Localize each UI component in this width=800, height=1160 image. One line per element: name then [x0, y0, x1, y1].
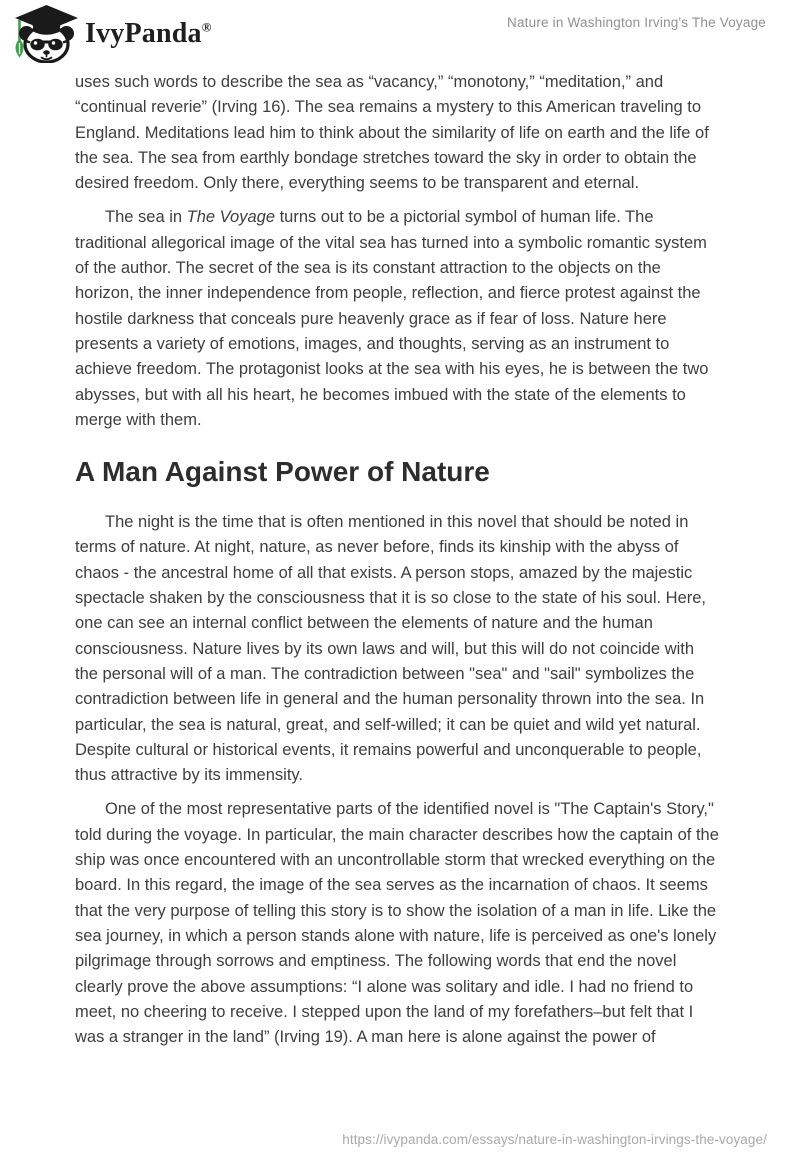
- paragraph-continuation: uses such words to describe the sea as “vacancy,” “monotony,” “meditation,” and “continual reverie” (Irving 16). The sea remains a mystery to this American traveling to England. Meditations lead him to think about the similarity of life on earth and the life of the sea. The sea from earthly bondage stretches toward the sky in order to obtain the desired freedom. Only there, everything seems to be transparent and eternal.: [75, 73, 709, 193]
- document-title: Nature in Washington Irving's The Voyage: [507, 15, 766, 30]
- paragraph-text: turns out to be a pictorial symbol of human life. The traditional allegorical image of the vital sea has turned into a symbolic romantic system of the author. The secret of the sea is its constant attraction to the objects on the horizon, the inner independence from people, reflection, and fierce protest against the hostile darkness that conceals pure heavenly grace as if fear of loss. Nature here presents a variety of emotions, images, and thoughts, serving as an instrument to achieve freedom. The protagonist looks at the sea with his eyes, he is between the two abysses, but with all his heart, he becomes imbued with the state of the elements to merge with them.: [75, 208, 709, 429]
- registered-trademark-symbol: ®: [201, 19, 212, 35]
- source-url: https://ivypanda.com/essays/nature-in-washington-irvings-the-voyage/: [342, 1132, 767, 1147]
- logo-text: IvyPanda: [85, 18, 202, 49]
- section-heading: A Man Against Power of Nature: [75, 456, 490, 488]
- ivypanda-logo: [13, 5, 212, 63]
- panda-graduate-icon: [13, 5, 79, 63]
- logo-wordmark: [85, 20, 212, 48]
- paragraph-night-nature: The night is the time that is often mentioned in this novel that should be noted in terms of nature. At night, nature, as never before, finds its kinship with the abyss of chaos - the ancestral home of all that exists. A person stops, amazed by the majestic spectacle shaken by the consciousness that it is so close to the state of his soul. Here, one can see an internal conflict between the elements of nature and the human consciousness. Nature lives by its own laws and will, but this will do not coincide with the personal will of a man. The contradiction between "sea" and "sail" symbolizes the contradiction between life in general and the human personality thrown into the sea. In particular, the sea is natural, great, and self-willed; it can be quiet and wild yet natural. Despite cultural or historical events, it remains powerful and unconquerable to people, thus attractive by its immensity.: [75, 513, 707, 785]
- book-title-italic: The Voyage: [186, 208, 276, 227]
- paragraph-sea-symbol: [75, 205, 721, 433]
- essay-content: [75, 0, 721, 1050]
- paragraph-captains-story: One of the most representative parts of the identified novel is "The Captain's Story," told during the voyage. In particular, the main character describes how the captain of the ship was once encountered with an uncontrollable storm that wrecked everything on the board. In this regard, the image of the sea serves as the incarnation of chaos. It seems that the very purpose of telling this story is to show the isolation of a man in life. Like the sea journey, in which a person stands alone with nature, life is perceived as one's lonely pilgrimage through sorrows and emptiness. The following words that end the novel clearly prove the above assumptions: “I alone was solitary and idle. I had no friend to meet, no cheering to receive. I stepped upon the land of my forefathers–but felt that I was a stranger in the land” (Irving 19). A man here is alone against the power of: [75, 800, 719, 1047]
- paragraph-text: The sea in: [105, 208, 187, 227]
